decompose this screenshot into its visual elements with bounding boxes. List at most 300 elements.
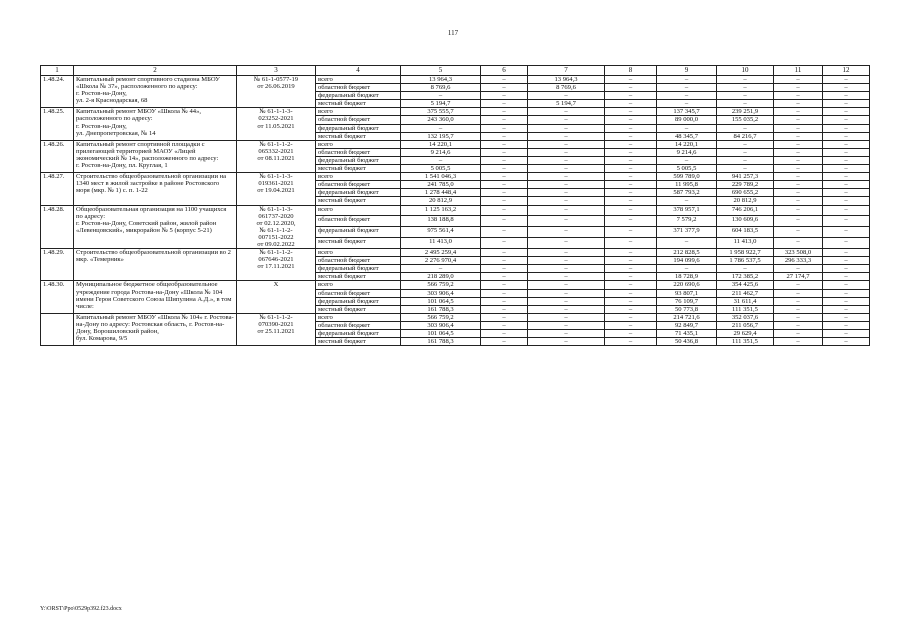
amount-cell: – xyxy=(717,265,774,273)
amount-cell: – xyxy=(823,156,870,164)
amount-cell: – xyxy=(823,205,870,216)
funding-source: федеральный бюджет xyxy=(316,265,401,273)
amount-cell: – xyxy=(605,173,657,181)
amount-cell: 155 035,2 xyxy=(717,116,774,124)
amount-cell: – xyxy=(481,257,528,265)
amount-cell: 137 345,7 xyxy=(657,108,717,116)
amount-cell: 8 769,6 xyxy=(528,84,605,92)
amount-cell: 354 425,6 xyxy=(717,281,774,289)
amount-cell: 9 214,6 xyxy=(657,148,717,156)
row-number: 1.48.30. xyxy=(41,281,74,313)
amount-cell: 20 812,9 xyxy=(717,197,774,205)
amount-cell: – xyxy=(605,132,657,140)
funding-source: всего xyxy=(316,173,401,181)
amount-cell: – xyxy=(481,148,528,156)
amount-cell: – xyxy=(605,92,657,100)
amount-cell: 941 257,3 xyxy=(717,173,774,181)
amount-cell: – xyxy=(774,281,823,289)
page-number: 117 xyxy=(447,29,459,37)
column-header: 9 xyxy=(657,66,717,76)
amount-cell: 296 333,3 xyxy=(774,257,823,265)
amount-cell: – xyxy=(823,124,870,132)
amount-cell: – xyxy=(823,197,870,205)
funding-source: всего xyxy=(316,313,401,321)
amount-cell: – xyxy=(528,165,605,173)
amount-cell: 92 849,7 xyxy=(657,321,717,329)
amount-cell: – xyxy=(481,227,528,238)
amount-cell: 375 555,7 xyxy=(401,108,481,116)
amount-cell: 1 786 537,5 xyxy=(717,257,774,265)
item-description: Муниципальное бюджетное общеобразовательное учреждение города Ростова-на-Дону «Школа № 104 имени Героя Советского Союза Шипулина А.Д.», в том числе: xyxy=(74,281,237,313)
amount-cell: – xyxy=(774,313,823,321)
amount-cell: – xyxy=(717,92,774,100)
funding-source: областной бюджет xyxy=(316,216,401,227)
item-description: Строительство общеобразовательной организации на 1340 мест в жилой застройке в районе Ростовского моря (мкр. № 1) с. п. 1-22 xyxy=(74,173,237,205)
amount-cell: 212 828,5 xyxy=(657,249,717,257)
amount-cell: 1 541 046,3 xyxy=(401,173,481,181)
amount-cell: 93 807,1 xyxy=(657,289,717,297)
amount-cell: – xyxy=(401,265,481,273)
amount-cell: – xyxy=(823,227,870,238)
amount-cell: 130 609,6 xyxy=(717,216,774,227)
amount-cell: 18 728,9 xyxy=(657,273,717,281)
amount-cell: 76 109,7 xyxy=(657,297,717,305)
column-header: 12 xyxy=(823,66,870,76)
funding-source: федеральный бюджет xyxy=(316,189,401,197)
amount-cell: – xyxy=(774,197,823,205)
amount-cell: – xyxy=(717,124,774,132)
amount-cell: 2 495 259,4 xyxy=(401,249,481,257)
table-row xyxy=(41,173,870,181)
amount-cell: 604 183,5 xyxy=(717,227,774,238)
amount-cell: – xyxy=(528,124,605,132)
amount-cell: 7 579,2 xyxy=(657,216,717,227)
amount-cell: – xyxy=(774,338,823,346)
amount-cell: – xyxy=(481,140,528,148)
amount-cell: – xyxy=(717,76,774,84)
amount-cell: – xyxy=(605,148,657,156)
amount-cell: – xyxy=(605,289,657,297)
amount-cell: – xyxy=(528,140,605,148)
funding-source: местный бюджет xyxy=(316,197,401,205)
amount-cell: – xyxy=(401,92,481,100)
expertise-reference: № 61-1-1-3- 023252-2021 от 11.05.2021 xyxy=(237,108,316,140)
amount-cell: – xyxy=(605,124,657,132)
funding-source: всего xyxy=(316,76,401,84)
column-header: 4 xyxy=(316,66,401,76)
budget-table xyxy=(40,65,870,346)
amount-cell: – xyxy=(605,156,657,164)
row-number: 1.48.28. xyxy=(41,205,74,249)
amount-cell: 566 759,2 xyxy=(401,281,481,289)
amount-cell: – xyxy=(774,330,823,338)
amount-cell: – xyxy=(481,216,528,227)
amount-cell: – xyxy=(481,289,528,297)
amount-cell: 161 788,3 xyxy=(401,305,481,313)
amount-cell: – xyxy=(528,249,605,257)
amount-cell: – xyxy=(481,156,528,164)
amount-cell: – xyxy=(528,265,605,273)
amount-cell: – xyxy=(823,281,870,289)
amount-cell: 303 906,4 xyxy=(401,321,481,329)
row-number: 1.48.27. xyxy=(41,173,74,205)
amount-cell: – xyxy=(823,289,870,297)
amount-cell: – xyxy=(823,132,870,140)
table-row xyxy=(41,205,870,216)
amount-cell: – xyxy=(481,238,528,249)
amount-cell: – xyxy=(823,338,870,346)
header-row xyxy=(41,66,870,76)
amount-cell: 13 964,3 xyxy=(528,76,605,84)
amount-cell: – xyxy=(528,338,605,346)
amount-cell: – xyxy=(823,92,870,100)
amount-cell: 9 214,6 xyxy=(401,148,481,156)
amount-cell: – xyxy=(774,132,823,140)
amount-cell: – xyxy=(823,257,870,265)
amount-cell: – xyxy=(481,197,528,205)
amount-cell: – xyxy=(481,321,528,329)
funding-source: местный бюджет xyxy=(316,338,401,346)
amount-cell: – xyxy=(528,238,605,249)
amount-cell: – xyxy=(774,181,823,189)
expertise-reference: № 61-1-1-2- 070390-2021 от 25.11.2021 xyxy=(237,313,316,345)
amount-cell: – xyxy=(481,338,528,346)
row-number: 1.48.25. xyxy=(41,108,74,140)
amount-cell: 5 194,7 xyxy=(528,100,605,108)
amount-cell: – xyxy=(605,165,657,173)
item-description: Капитальный ремонт МБОУ «Школа № 104» г. Ростова-на-Дону по адресу: Ростовская область, г. Ростов-на-Дону, Ворошиловский район, бул. Комарова, 9/5 xyxy=(74,313,237,345)
amount-cell: 587 793,2 xyxy=(657,189,717,197)
amount-cell: 89 000,0 xyxy=(657,116,717,124)
amount-cell: – xyxy=(605,249,657,257)
funding-source: всего xyxy=(316,205,401,216)
amount-cell: – xyxy=(823,140,870,148)
row-number xyxy=(41,313,74,345)
amount-cell: – xyxy=(481,305,528,313)
amount-cell: 239 251,9 xyxy=(717,108,774,116)
amount-cell: – xyxy=(717,84,774,92)
file-path-footer: Y:\ORST\Ppo\0529p392.f23.docx xyxy=(40,606,122,612)
amount-cell: 371 377,9 xyxy=(657,227,717,238)
amount-cell: 132 195,7 xyxy=(401,132,481,140)
amount-cell: – xyxy=(823,273,870,281)
amount-cell: 8 769,6 xyxy=(401,84,481,92)
amount-cell: – xyxy=(481,108,528,116)
amount-cell: – xyxy=(528,257,605,265)
amount-cell: 101 064,5 xyxy=(401,330,481,338)
amount-cell: 11 995,8 xyxy=(657,181,717,189)
column-header: 7 xyxy=(528,66,605,76)
amount-cell: – xyxy=(823,181,870,189)
amount-cell: – xyxy=(481,205,528,216)
amount-cell: – xyxy=(657,124,717,132)
amount-cell: – xyxy=(605,238,657,249)
amount-cell: 71 435,1 xyxy=(657,330,717,338)
funding-source: областной бюджет xyxy=(316,116,401,124)
amount-cell: 229 789,2 xyxy=(717,181,774,189)
funding-source: всего xyxy=(316,281,401,289)
amount-cell: 975 561,4 xyxy=(401,227,481,238)
amount-cell: – xyxy=(481,249,528,257)
amount-cell: – xyxy=(528,313,605,321)
amount-cell: – xyxy=(481,189,528,197)
amount-cell: 11 413,0 xyxy=(717,238,774,249)
amount-cell: – xyxy=(823,173,870,181)
amount-cell: 48 345,7 xyxy=(657,132,717,140)
amount-cell: – xyxy=(605,305,657,313)
amount-cell: – xyxy=(528,148,605,156)
funding-source: областной бюджет xyxy=(316,289,401,297)
funding-source: областной бюджет xyxy=(316,84,401,92)
amount-cell: 5 005,5 xyxy=(401,165,481,173)
amount-cell: 214 721,6 xyxy=(657,313,717,321)
amount-cell: – xyxy=(774,124,823,132)
amount-cell: 161 788,3 xyxy=(401,338,481,346)
funding-source: местный бюджет xyxy=(316,273,401,281)
row-number: 1.48.26. xyxy=(41,140,74,172)
amount-cell: – xyxy=(774,84,823,92)
funding-source: федеральный бюджет xyxy=(316,92,401,100)
amount-cell: – xyxy=(774,76,823,84)
amount-cell: – xyxy=(528,108,605,116)
amount-cell: 101 064,5 xyxy=(401,297,481,305)
amount-cell: – xyxy=(657,100,717,108)
amount-cell: – xyxy=(657,84,717,92)
amount-cell: – xyxy=(528,92,605,100)
amount-cell: 13 964,3 xyxy=(401,76,481,84)
amount-cell: 220 690,6 xyxy=(657,281,717,289)
funding-source: федеральный бюджет xyxy=(316,227,401,238)
amount-cell: – xyxy=(774,216,823,227)
amount-cell: – xyxy=(657,76,717,84)
amount-cell: – xyxy=(774,238,823,249)
funding-source: местный бюджет xyxy=(316,238,401,249)
amount-cell: – xyxy=(605,205,657,216)
item-description: Строительство общеобразовательной организации во 2 мкр. «Темерник» xyxy=(74,249,237,281)
amount-cell: 111 351,5 xyxy=(717,338,774,346)
amount-cell: – xyxy=(528,156,605,164)
amount-cell: – xyxy=(605,197,657,205)
amount-cell: – xyxy=(717,156,774,164)
amount-cell: – xyxy=(774,148,823,156)
amount-cell: – xyxy=(481,297,528,305)
amount-cell: 323 508,0 xyxy=(774,249,823,257)
amount-cell: – xyxy=(657,156,717,164)
funding-source: всего xyxy=(316,108,401,116)
amount-cell: – xyxy=(823,330,870,338)
amount-cell: – xyxy=(605,84,657,92)
amount-cell: – xyxy=(481,76,528,84)
amount-cell: – xyxy=(605,297,657,305)
amount-cell: – xyxy=(774,140,823,148)
funding-source: областной бюджет xyxy=(316,148,401,156)
amount-cell: – xyxy=(774,321,823,329)
amount-cell: – xyxy=(774,227,823,238)
amount-cell: – xyxy=(528,289,605,297)
amount-cell: – xyxy=(605,257,657,265)
amount-cell: 84 216,7 xyxy=(717,132,774,140)
amount-cell: 599 789,0 xyxy=(657,173,717,181)
amount-cell: – xyxy=(823,238,870,249)
amount-cell: – xyxy=(657,265,717,273)
amount-cell: 1 125 163,2 xyxy=(401,205,481,216)
amount-cell: – xyxy=(823,116,870,124)
table-row xyxy=(41,140,870,148)
amount-cell: 194 099,6 xyxy=(657,257,717,265)
amount-cell: – xyxy=(717,148,774,156)
amount-cell: – xyxy=(774,265,823,273)
amount-cell: – xyxy=(605,338,657,346)
amount-cell: – xyxy=(481,116,528,124)
column-header: 8 xyxy=(605,66,657,76)
amount-cell: – xyxy=(774,108,823,116)
amount-cell: – xyxy=(481,330,528,338)
amount-cell: – xyxy=(605,76,657,84)
item-description: Капитальный ремонт спортивного стадиона МБОУ «Школа № 37», расположенного по адресу: г. Ростов-на-Дону, ул. 2-я Краснодарская, 68 xyxy=(74,76,237,108)
amount-cell: 5 005,5 xyxy=(657,165,717,173)
table-row xyxy=(41,76,870,84)
amount-cell: – xyxy=(528,197,605,205)
amount-cell: – xyxy=(481,100,528,108)
amount-cell: – xyxy=(717,165,774,173)
expertise-reference: X xyxy=(237,281,316,313)
amount-cell: – xyxy=(528,205,605,216)
item-description: Капитальный ремонт МБОУ «Школа № 44», расположенного по адресу: г. Ростов-на-Дону, ул. Днепропетровская, № 14 xyxy=(74,108,237,140)
amount-cell: – xyxy=(717,140,774,148)
amount-cell: – xyxy=(823,148,870,156)
expertise-reference: № 61-1-1-3- 061737-2020 от 02.12.2020, № 61-1-1-2- 007151-2022 от 09.02.2022 xyxy=(237,205,316,249)
row-number: 1.48.29. xyxy=(41,249,74,281)
amount-cell: – xyxy=(605,321,657,329)
amount-cell: 352 037,6 xyxy=(717,313,774,321)
amount-cell: 50 773,8 xyxy=(657,305,717,313)
amount-cell: 211 462,7 xyxy=(717,289,774,297)
table-row xyxy=(41,108,870,116)
amount-cell: – xyxy=(605,313,657,321)
amount-cell: – xyxy=(823,297,870,305)
amount-cell: 27 174,7 xyxy=(774,273,823,281)
amount-cell: – xyxy=(823,189,870,197)
amount-cell: – xyxy=(605,273,657,281)
amount-cell: 31 611,4 xyxy=(717,297,774,305)
amount-cell: 5 194,7 xyxy=(401,100,481,108)
amount-cell: – xyxy=(823,216,870,227)
amount-cell: – xyxy=(823,265,870,273)
amount-cell: – xyxy=(605,116,657,124)
amount-cell: – xyxy=(481,281,528,289)
amount-cell: – xyxy=(528,281,605,289)
expertise-reference: № 61-1-1-3- 019361-2021 от 19.04.2021 xyxy=(237,173,316,205)
funding-source: областной бюджет xyxy=(316,257,401,265)
funding-source: федеральный бюджет xyxy=(316,156,401,164)
amount-cell: – xyxy=(823,100,870,108)
amount-cell: – xyxy=(605,330,657,338)
column-header: 3 xyxy=(237,66,316,76)
funding-source: местный бюджет xyxy=(316,305,401,313)
column-header: 10 xyxy=(717,66,774,76)
amount-cell: – xyxy=(401,156,481,164)
table-row xyxy=(41,281,870,289)
amount-cell: – xyxy=(605,181,657,189)
funding-source: областной бюджет xyxy=(316,181,401,189)
amount-cell: – xyxy=(481,124,528,132)
amount-cell: – xyxy=(823,76,870,84)
amount-cell: 746 206,1 xyxy=(717,205,774,216)
amount-cell: – xyxy=(481,84,528,92)
amount-cell: – xyxy=(481,132,528,140)
amount-cell: – xyxy=(528,216,605,227)
amount-cell: – xyxy=(774,189,823,197)
amount-cell: 241 785,0 xyxy=(401,181,481,189)
amount-cell: 1 958 922,7 xyxy=(717,249,774,257)
amount-cell: – xyxy=(528,330,605,338)
amount-cell: – xyxy=(774,289,823,297)
funding-source: всего xyxy=(316,140,401,148)
amount-cell: – xyxy=(528,173,605,181)
funding-source: местный бюджет xyxy=(316,165,401,173)
amount-cell: – xyxy=(401,124,481,132)
amount-cell: – xyxy=(774,297,823,305)
table-row xyxy=(41,249,870,257)
funding-source: федеральный бюджет xyxy=(316,124,401,132)
funding-source: местный бюджет xyxy=(316,132,401,140)
amount-cell: – xyxy=(481,92,528,100)
amount-cell: – xyxy=(481,265,528,273)
amount-cell: 690 655,2 xyxy=(717,189,774,197)
amount-cell: – xyxy=(605,216,657,227)
table-row xyxy=(41,313,870,321)
amount-cell: 111 351,5 xyxy=(717,305,774,313)
amount-cell: – xyxy=(605,140,657,148)
amount-cell: – xyxy=(528,305,605,313)
amount-cell: – xyxy=(528,132,605,140)
item-description: Капитальный ремонт спортивной площадки с прилегающей территорией МАОУ «Лицей экономический № 14», расположенного по адресу: г. Ростов-на-Дону, пл. Круглая, 1 xyxy=(74,140,237,172)
amount-cell: 218 289,0 xyxy=(401,273,481,281)
amount-cell: 303 906,4 xyxy=(401,289,481,297)
amount-cell: 14 220,1 xyxy=(657,140,717,148)
amount-cell: – xyxy=(774,165,823,173)
funding-source: областной бюджет xyxy=(316,321,401,329)
column-header: 2 xyxy=(74,66,237,76)
amount-cell: – xyxy=(657,238,717,249)
amount-cell: – xyxy=(605,265,657,273)
amount-cell: – xyxy=(528,116,605,124)
amount-cell: – xyxy=(528,227,605,238)
amount-cell: – xyxy=(528,181,605,189)
amount-cell: 20 812,9 xyxy=(401,197,481,205)
amount-cell: – xyxy=(528,189,605,197)
amount-cell: 2 276 970,4 xyxy=(401,257,481,265)
amount-cell: – xyxy=(605,189,657,197)
amount-cell: 14 220,1 xyxy=(401,140,481,148)
amount-cell: – xyxy=(481,313,528,321)
column-header: 6 xyxy=(481,66,528,76)
funding-source: местный бюджет xyxy=(316,100,401,108)
amount-cell: 1 278 448,4 xyxy=(401,189,481,197)
amount-cell: – xyxy=(528,321,605,329)
expertise-reference: № 61-1-1-2- 067646-2021 от 17.11.2021 xyxy=(237,249,316,281)
amount-cell: – xyxy=(823,249,870,257)
column-header: 11 xyxy=(774,66,823,76)
amount-cell: – xyxy=(823,313,870,321)
amount-cell: – xyxy=(605,281,657,289)
amount-cell: – xyxy=(774,100,823,108)
amount-cell: 172 385,2 xyxy=(717,273,774,281)
amount-cell: – xyxy=(774,205,823,216)
amount-cell: – xyxy=(774,173,823,181)
amount-cell: – xyxy=(657,92,717,100)
amount-cell: – xyxy=(823,108,870,116)
